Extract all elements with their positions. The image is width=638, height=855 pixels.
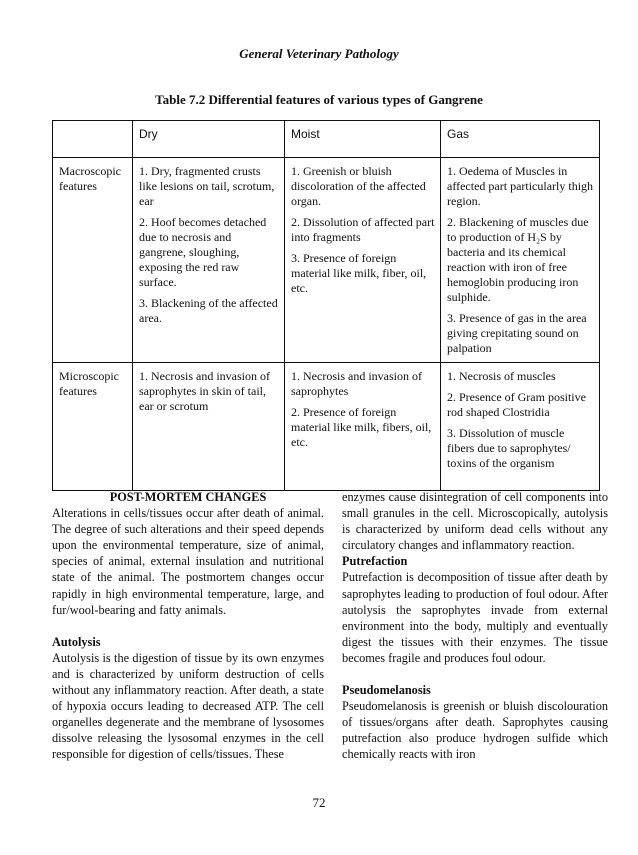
list-item: 1. Dry, fragmented crusts like lesions on tail, scrotum, ear (139, 164, 275, 208)
running-title: General Veterinary Pathology (239, 46, 399, 61)
paragraph: Putrefaction is decomposition of tissue after death by saprophytes leading to production of foul odour. After autolysis the saprophytes invade from external environment into the body, multiply and eventually digest the tissues with their enzymes. The tissue becomes fragile and produces foul odour. (342, 570, 608, 665)
list-item: 2. Presence of Gram positive rod shaped Clostridia (447, 390, 586, 419)
table-row (53, 158, 600, 363)
table-caption: Table 7.2 Differential features of various types of Gangrene (155, 92, 483, 107)
list-item: 1. Necrosis of muscles (447, 369, 556, 383)
gangrene-table (52, 120, 600, 491)
list-item: 1. Greenish or bluish discoloration of the affected organ. (291, 164, 426, 208)
list-item: 1. Necrosis and invasion of saprophytes in skin of tail, ear or scrotum (139, 369, 270, 413)
table-header-row (53, 121, 600, 158)
subsection-heading: Putrefaction (342, 554, 408, 569)
cell-moist (285, 363, 441, 491)
list-item: 3. Presence of foreign material like milk, fiber, oil, etc. (291, 251, 427, 295)
paragraph: enzymes cause disintegration of cell components into small granules in the cell. Microscopically, autolysis is characterized by uniform dead cells without any circulatory changes and inflammatory reaction. (342, 490, 608, 553)
list-item: 3. Presence of gas in the area giving crepitating sound on palpation (447, 311, 587, 355)
paragraph: Alterations in cells/tissues occur after death of animal. The degree of such alterations and their speed depends upon the environmental temperature, size of animal, species of animal, external insulation and nutritional state of the animal. The postmortem changes occur rapidly in high environmental temperature, large, and fur/wool-bearing and fatty animals. (52, 506, 324, 617)
list-item: 1. Oedema of Muscles in affected part particularly thigh region. (447, 164, 594, 208)
list-item: 2. Presence of foreign material like milk, fibers, oil, etc. (291, 405, 432, 449)
cell-gas (441, 363, 600, 491)
row-label: Macroscopic features (53, 158, 133, 363)
right-column (342, 489, 608, 763)
cell-gas (441, 158, 600, 363)
list-item: 3. Dissolution of muscle fibers due to saprophytes/ toxins of the organism (447, 426, 571, 470)
section-heading: POST-MORTEM CHANGES (109, 490, 267, 504)
table-header-corner (53, 121, 133, 158)
left-column (52, 489, 324, 763)
page-number: 72 (312, 795, 326, 810)
paragraph: Pseudomelanosis is greenish or bluish discolouration of tissues/organs after death. Saprophytes causing putrefaction also produce hydrogen sulfide which chemically reacts with iron (342, 699, 608, 762)
list-item: 2. Blackening of muscles due to production of H₂S by bacteria and its chemical reaction with iron of free hemoglobin producing iron sulphide. (447, 215, 589, 304)
list-item: 2. Hoof becomes detached due to necrosis and gangrene, sloughing, exposing the red raw surface. (139, 215, 267, 289)
table-header-moist: Moist (285, 121, 441, 158)
subsection-heading: Autolysis (52, 634, 101, 649)
table-row (53, 363, 600, 491)
row-label: Microscopic features (53, 363, 133, 491)
table-header-gas: Gas (441, 121, 600, 158)
cell-dry (133, 363, 285, 491)
paragraph: Autolysis is the digestion of tissue by its own enzymes and is characterized by uniform destruction of cells without any inflammatory reaction. After death, a state of hypoxia occurs leading to decreased ATP. The cell organelles degenerate and the membrane of lysosomes dissolve releasing the lysosomal enzymes in the cell responsible for digestion of cells/tissues. These (52, 650, 324, 762)
cell-dry (133, 158, 285, 363)
table-header-dry: Dry (133, 121, 285, 158)
list-item: 2. Dissolution of affected part into fragments (291, 215, 435, 244)
list-item: 3. Blackening of the affected area. (139, 296, 278, 325)
list-item: 1. Necrosis and invasion of saprophytes (291, 369, 422, 398)
cell-moist (285, 158, 441, 363)
subsection-heading: Pseudomelanosis (342, 683, 431, 698)
